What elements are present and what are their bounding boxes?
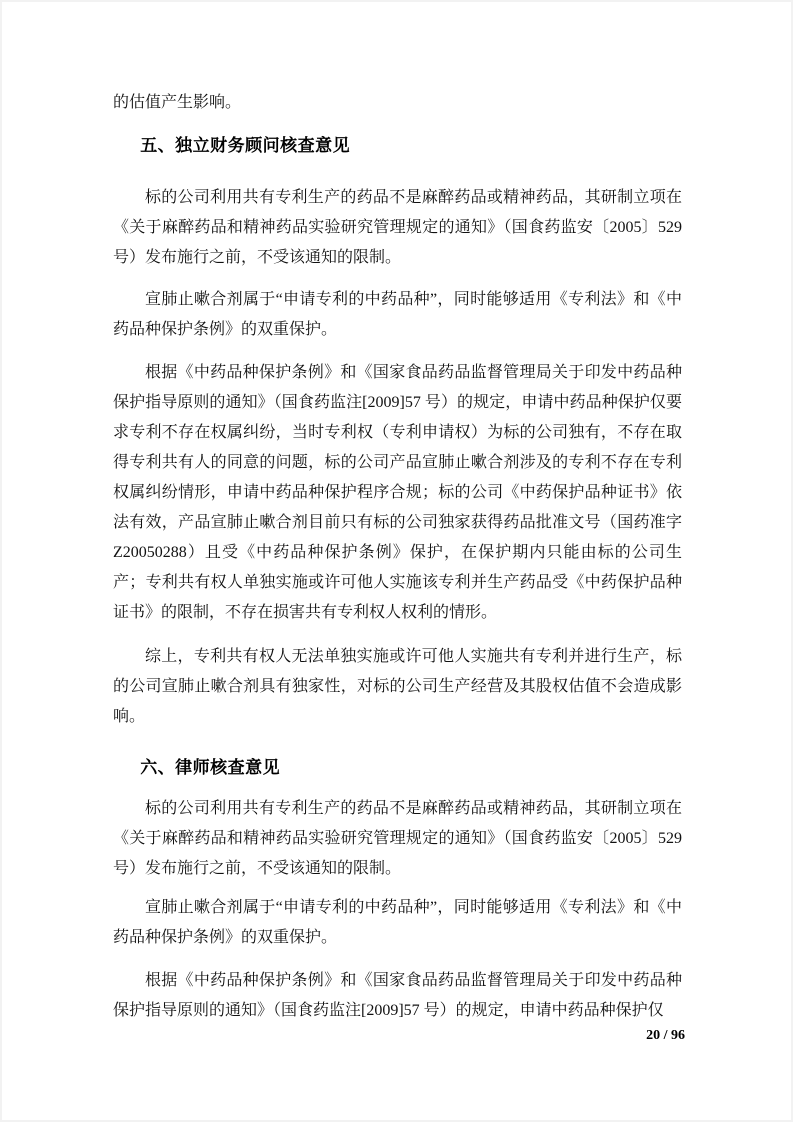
paragraph: 标的公司利用共有专利生产的药品不是麻醉药品或精神药品，其研制立项在《关于麻醉药品和精神药品实验研究管理规定的通知》（国食药监安〔2005〕529 号）发布施行之前，不受该通知的限制。 bbox=[113, 189, 682, 266]
section-heading-independent-financial-advisor-opinion: 五、独立财务顾问核查意见 bbox=[140, 136, 351, 155]
page-number: 20 / 96 bbox=[646, 1028, 685, 1043]
paragraph-continuation: 的估值产生影响。 bbox=[113, 94, 242, 111]
paragraph: 根据《中药品种保护条例》和《国家食品药品监督管理局关于印发中药品种保护指导原则的通知》（国食药监注[2009]57 号）的规定，申请中药品种保护仅 bbox=[113, 972, 682, 1019]
paragraph: 综上，专利共有权人无法单独实施或许可他人实施共有专利并进行生产，标的公司宣肺止嗽合剂具有独家性，对标的公司生产经营及其股权估值不会造成影响。 bbox=[113, 648, 682, 725]
paragraph: 根据《中药品种保护条例》和《国家食品药品监督管理局关于印发中药品种保护指导原则的通知》（国食药监注[2009]57 号）的规定，申请中药品种保护仅要求专利不存在权属纠纷，当时专利权（专利申请权）为标的公司独有，不存在取得专利共有人的同意的问题，标的公司产品宣肺止嗽合剂涉及的专利不存在专利权属纠纷情形，申请中药品种保护程序合规；标的公司《中药保护品种证书》依法有效，产品宣肺止嗽合剂目前只有标的公司独家获得药品批准文号（国药准字 Z20050288）且受《中药品种保护条例》保护，在保护期内只能由标的公司生产；专利共有权人单独实施或许可他人实施该专利并生产药品受《中药保护品种证书》的限制，不存在损害共有专利权人权利的情形。 bbox=[113, 364, 682, 621]
paragraph: 宣肺止嗽合剂属于“申请专利的中药品种”，同时能够适用《专利法》和《中药品种保护条例》的双重保护。 bbox=[113, 899, 682, 946]
paragraph: 标的公司利用共有专利生产的药品不是麻醉药品或精神药品，其研制立项在《关于麻醉药品和精神药品实验研究管理规定的通知》（国食药监安〔2005〕529 号）发布施行之前，不受该通知的限制。 bbox=[113, 800, 682, 877]
section-heading-lawyer-opinion: 六、律师核查意见 bbox=[140, 758, 281, 777]
paragraph: 宣肺止嗽合剂属于“申请专利的中药品种”，同时能够适用《专利法》和《中药品种保护条例》的双重保护。 bbox=[113, 291, 682, 338]
